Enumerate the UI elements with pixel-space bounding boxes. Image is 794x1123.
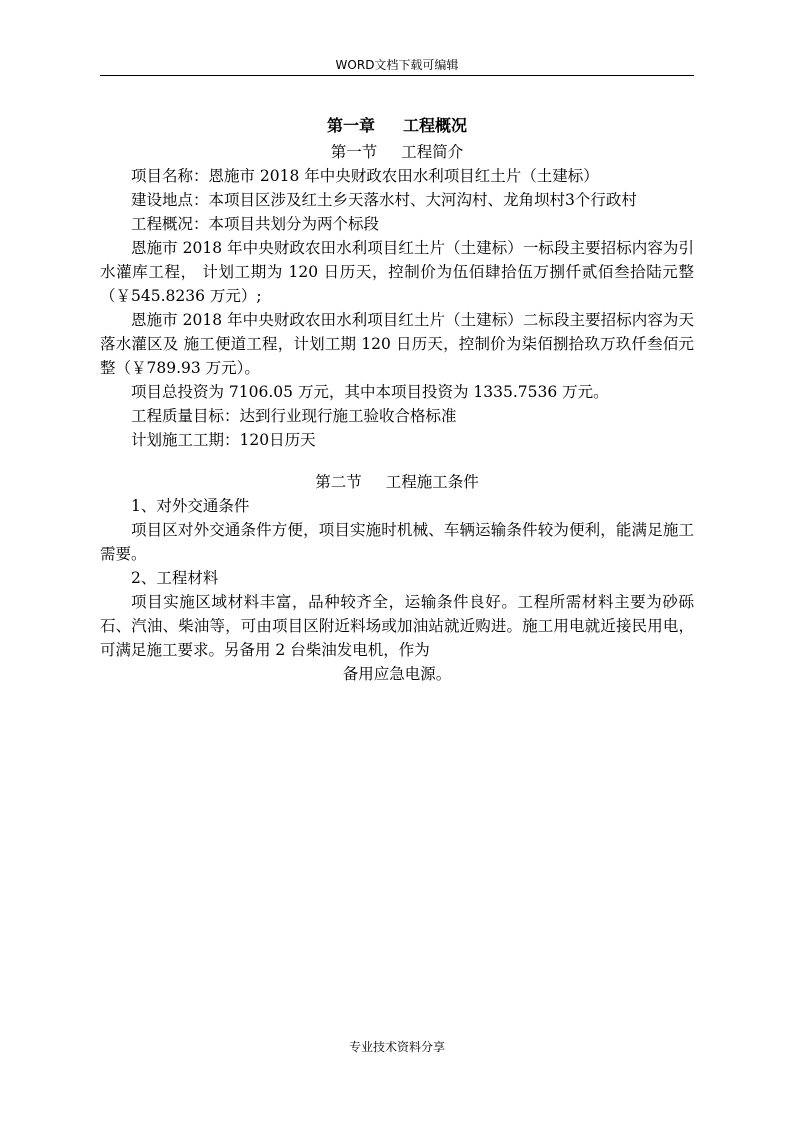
traffic-heading: 1、对外交通条件 — [131, 497, 250, 515]
materials-paragraph-tail: 备用应急电源。 — [342, 665, 452, 683]
lot-2-paragraph: 恩施市 2018 年中央财政农田水利项目红土片（土建标）二标段主要招标内容为天落水灌区及 施工便道工程，计划工期 120 日历天，控制价为柒佰捌拾玖万玖仟叁佰元整（￥789.93 万元）。 — [100, 311, 694, 377]
chapter-number: 第一章 — [326, 116, 375, 135]
header-rule — [100, 75, 694, 76]
section-2-name: 工程施工条件 — [385, 473, 479, 491]
total-investment-paragraph: 项目总投资为 7106.05 万元，其中本项目投资为 1335.7536 万元。 — [131, 383, 609, 401]
chapter-title — [100, 112, 694, 140]
page-header: WORD文档下载可编辑 — [335, 58, 459, 72]
section-1-title — [100, 140, 694, 164]
materials-paragraph: 项目实施区域材料丰富，品种较齐全，运输条件良好。工程所需材料主要为砂砾石、汽油、柴油等，可由项目区附近料场或加油站就近购进。施工用电就近接民用电，可满足施工要求。另备用 2 台柴油发电机，作为 — [100, 593, 694, 659]
project-overview-paragraph: 工程概况：本项目共划分为两个标段 — [131, 215, 380, 233]
lot-1-paragraph: 恩施市 2018 年中央财政农田水利项目红土片（土建标）一标段主要招标内容为引水灌库工程， 计划工期为 120 日历天，控制价为伍佰肆拾伍万捌仟贰佰叁拾陆元整（￥545.8236 万元）; — [100, 239, 694, 305]
quality-target-paragraph: 工程质量目标：达到行业现行施工验收合格标准 — [131, 407, 457, 425]
traffic-paragraph: 项目区对外交通条件方便，项目实施时机械、车辆运输条件较为便利，能满足施工需要。 — [100, 521, 694, 563]
construction-site-paragraph: 建设地点：本项目区涉及红土乡天落水村、大河沟村、龙角坝村3个行政村 — [131, 191, 637, 209]
page-footer: 专业技术资料分享 — [348, 1040, 445, 1054]
planned-duration-paragraph: 计划施工工期：120日历天 — [131, 431, 316, 449]
section-1-number: 第一节 — [330, 143, 378, 161]
section-2-number: 第二节 — [315, 473, 362, 491]
materials-heading: 2、工程材料 — [131, 569, 219, 587]
section-gap — [100, 452, 694, 470]
chapter-name: 工程概况 — [403, 116, 468, 135]
document-body — [100, 112, 694, 686]
project-name-paragraph: 项目名称：恩施市 2018 年中央财政农田水利项目红土片（土建标） — [131, 167, 599, 185]
section-2-title — [100, 470, 694, 494]
section-1-name: 工程简介 — [401, 143, 464, 161]
